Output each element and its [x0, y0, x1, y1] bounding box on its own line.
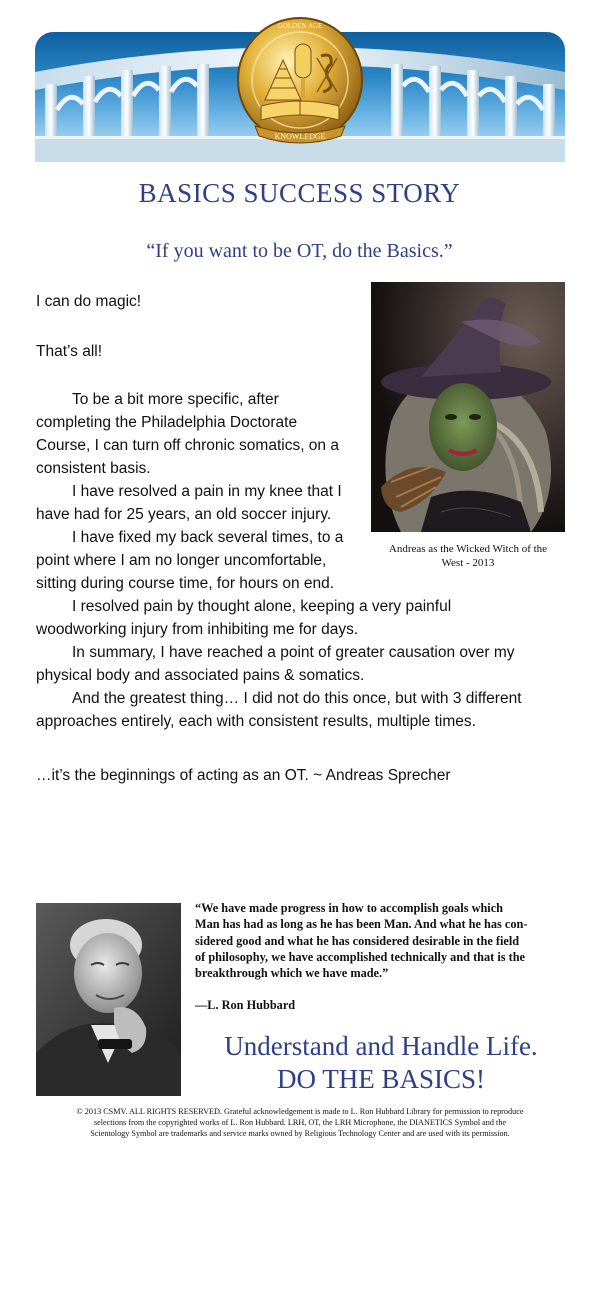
story-line: point where I am no longer uncomfortable,	[36, 552, 327, 569]
emblem-ring-text: GOLDEN AGE	[277, 22, 323, 30]
story-line: I can do magic!	[36, 293, 142, 310]
quote-line: breakthrough which we have made.”	[195, 966, 389, 981]
story-closing	[36, 764, 576, 787]
story-line: And the greatest thing… I did not do this once, but with 3 different	[72, 690, 522, 707]
emblem-ribbon-text: KNOWLEDGE	[274, 132, 326, 141]
story-line: approaches entirely, each with consistent results, multiple times.	[36, 713, 476, 730]
story-line: physical body and associated pains & somatics.	[36, 667, 365, 684]
story-line: have had for 25 years, an old soccer injury.	[36, 506, 332, 523]
story-line: Course, I can turn off chronic somatics, on a	[36, 437, 339, 454]
emblem-icon	[225, 8, 375, 158]
tagline-line: DO THE BASICS!	[276, 1064, 486, 1094]
witch-costume-photo	[371, 282, 565, 532]
story-line: I resolved pain by thought alone, keeping a very painful	[72, 598, 452, 615]
story-line: I have resolved a pain in my knee that I	[72, 483, 342, 500]
lrh-portrait-photo	[36, 903, 181, 1096]
lrh-quote	[195, 900, 565, 981]
copyright-line: © 2013 CSMV. ALL RIGHTS RESERVED. Grateful acknowledgement is made to L. Ron Hubbard Library for permission to reproduce	[76, 1107, 524, 1116]
story-line: That’s all!	[36, 343, 103, 360]
quote-attribution: —L. Ron Hubbard	[195, 998, 296, 1012]
witch-photo-illustration	[371, 282, 565, 532]
photo-caption-line: West - 2013	[441, 557, 495, 569]
tagline-line: Understand and Handle Life.	[224, 1031, 538, 1061]
story-line: sitting during course time, for hours on end.	[36, 575, 335, 592]
copyright-line: Scientology Symbol are trademarks and service marks owned by Religious Technology Center and are used with its permission.	[90, 1128, 510, 1138]
quote-line: “We have made progress in how to accomplish goals which	[195, 901, 504, 915]
story-line: consistent basis.	[36, 460, 151, 477]
header-banner	[35, 8, 565, 162]
story-line: To be a bit more specific, after	[72, 391, 279, 408]
photo-caption-line: Andreas as the Wicked Witch of the	[388, 543, 548, 555]
golden-age-emblem	[225, 8, 375, 158]
photo-caption	[371, 542, 565, 570]
story-line: I have fixed my back several times, to a	[72, 529, 344, 546]
page-subtitle-quote: “If you want to be OT, do the Basics.”	[146, 240, 453, 262]
copyright-line: selections from the copyrighted works of L. Ron Hubbard. LRH, OT, the LRH Microphone, the DIANETICS Symbol and the	[93, 1117, 507, 1127]
page-title: BASICS SUCCESS STORY	[138, 178, 461, 208]
story-line: …it’s the beginnings of acting as an OT. ~ Andreas Sprecher	[36, 767, 451, 784]
quote-line: sidered good and what he has considered desirable in the field	[195, 933, 520, 948]
story-line: In summary, I have reached a point of greater causation over my	[72, 644, 515, 661]
quote-line: Man has had as long as he has been Man. And what he has con-	[195, 917, 528, 932]
quote-line: of philosophy, we have accomplished technically and that is the	[195, 949, 525, 964]
portrait-illustration	[36, 903, 181, 1096]
tagline	[190, 1030, 572, 1096]
story-line: woodworking injury from inhibiting me for days.	[36, 621, 359, 638]
story-line: completing the Philadelphia Doctorate	[36, 414, 298, 431]
copyright-notice	[30, 1107, 570, 1139]
